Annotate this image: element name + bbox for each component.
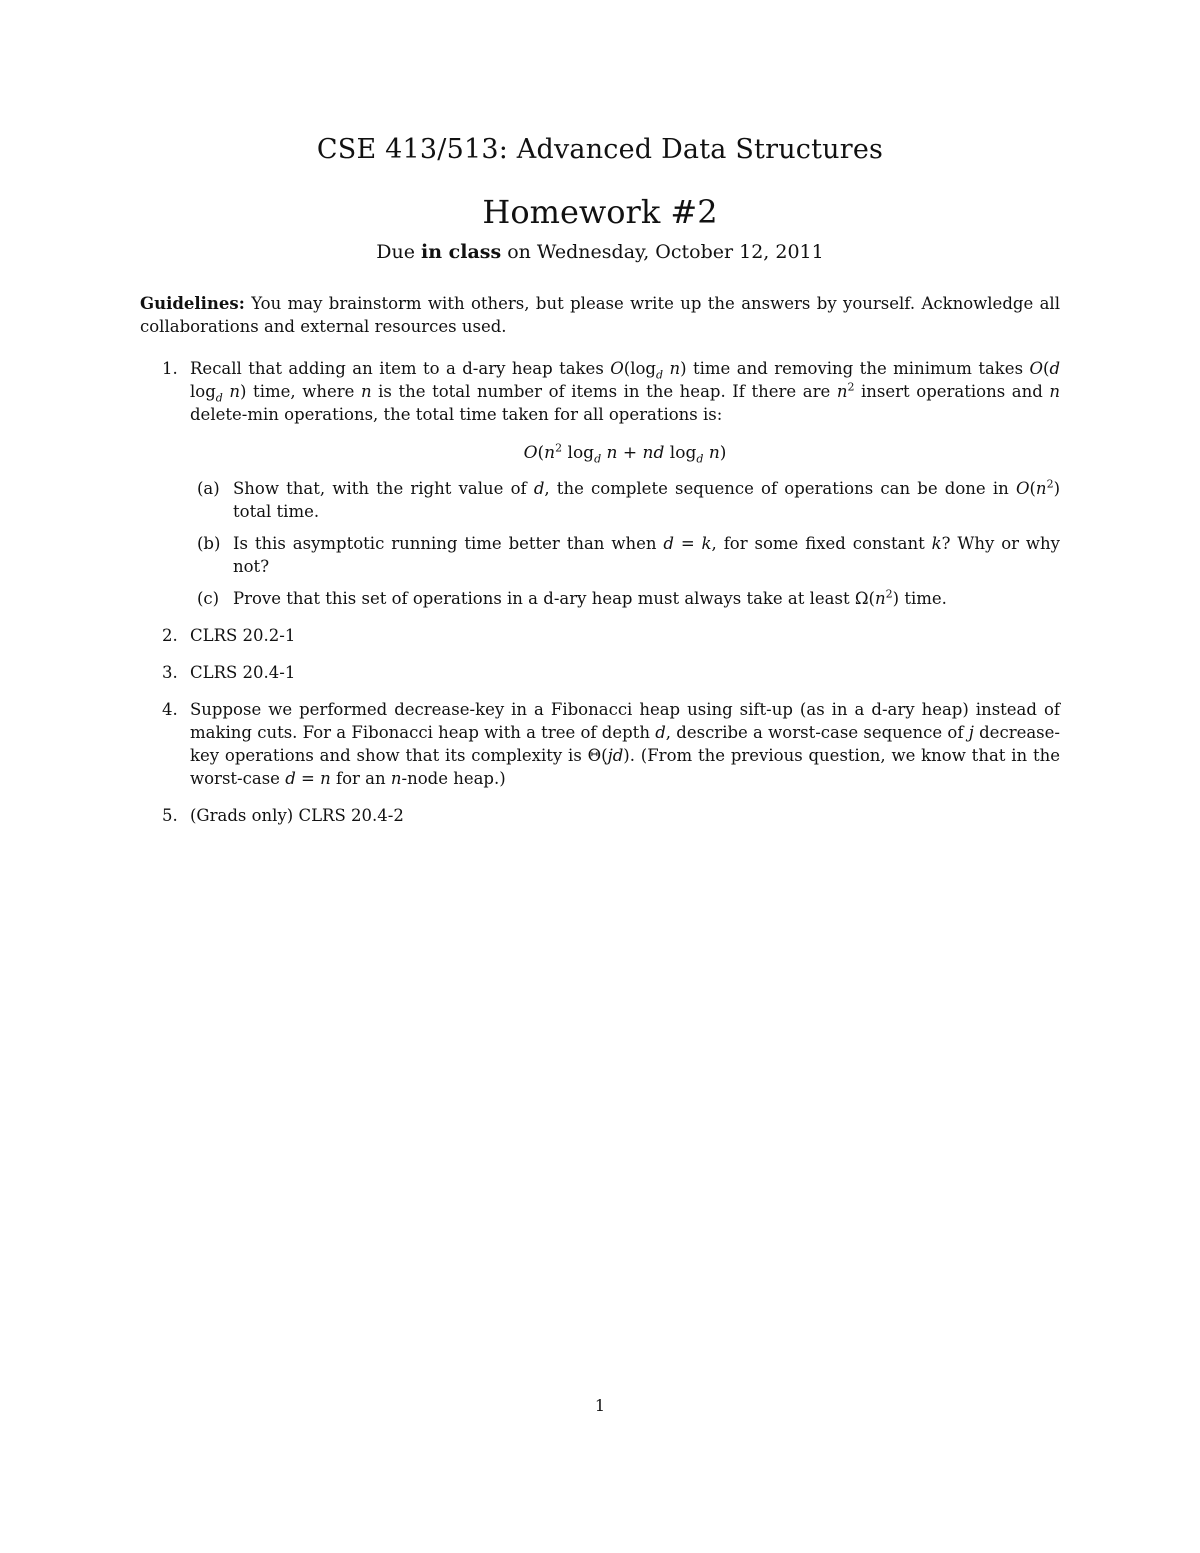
problem-text: CLRS 20.4-1 [190, 663, 296, 682]
homework-title: Homework #2 [482, 193, 718, 231]
guidelines-text: You may brainstorm with others, but please write up the answers by yourself. Acknowledge all collaborations and external resources used. [140, 294, 1060, 336]
problem-number: 2. [162, 626, 178, 645]
problem-1-subparts [190, 477, 1060, 610]
course-title: CSE 413/513: Advanced Data Structures [316, 134, 884, 165]
subpart-c: (c) Prove that this set of operations in a d-ary heap must always take at least $\Omega(n^2)$ time. [197, 587, 947, 608]
due-emphasis: in class [421, 241, 502, 263]
subpart-b: (b) Is this asymptotic running time better than when d = k, for some fixed constant k? Why or why not? [197, 534, 1060, 576]
complexity-equation: $O(n^2$ $\log_d n$ + nd $\log_d n$) [523, 441, 727, 466]
problem-text: (Grads only) CLRS 20.4-2 [190, 806, 404, 825]
problem-number: 1. [162, 359, 178, 378]
page-number: 1 [594, 1396, 606, 1415]
problem-list [140, 357, 1060, 827]
problem-number: 5. [162, 806, 178, 825]
problem-text: CLRS 20.2-1 [190, 626, 296, 645]
guidelines-paragraph [140, 292, 1060, 338]
problem-2 [140, 624, 1060, 647]
problem-3 [140, 661, 1060, 684]
problem-5 [140, 804, 1060, 827]
subpart-a: (a) Show that, with the right value of d, the complete sequence of operations can be done in $O(n^2)$ total time. [197, 477, 1060, 521]
problem-1: 1. Recall that adding an item to a d-ary heap takes $O(\log_d$ n) time and removing the minimum takes O(d $\log_d n$) time, where n is the total number of items in the heap. If there are $n^2$ insert operations and n delete-min operations, the total time taken for all operations is: $O(n^2$ $\log_d n$ + nd $\log_d n$) (a) Show that, with the right value of d, the complete sequence of operations can be done in $O(n^2)$ total time. (b) Is this asymptotic running time better than when d = k, for some fixed constant k? Why or why not? (c) Prove that this set of operations in a d-ary heap must always take at least $\Omega(n^2)$ time. [162, 359, 1061, 608]
document-body [140, 292, 1060, 841]
problem-number: 3. [162, 663, 178, 682]
guidelines-label: Guidelines: [140, 294, 245, 313]
problem-4: 4. Suppose we performed decrease-key in a Fibonacci heap using sift-up (as in a d-ary heap) instead of making cuts. For a Fibonacci heap with a tree of depth d, describe a worst-case sequence of j decrease-key operations and show that its complexity is Θ(jd). (From the previous question, we know that in the worst-case d = n for an n-node heap.) [162, 700, 1060, 788]
problem-number: 4. [162, 700, 178, 719]
due-date-line: Due in class on Wednesday, October 12, 2011 [376, 241, 824, 263]
